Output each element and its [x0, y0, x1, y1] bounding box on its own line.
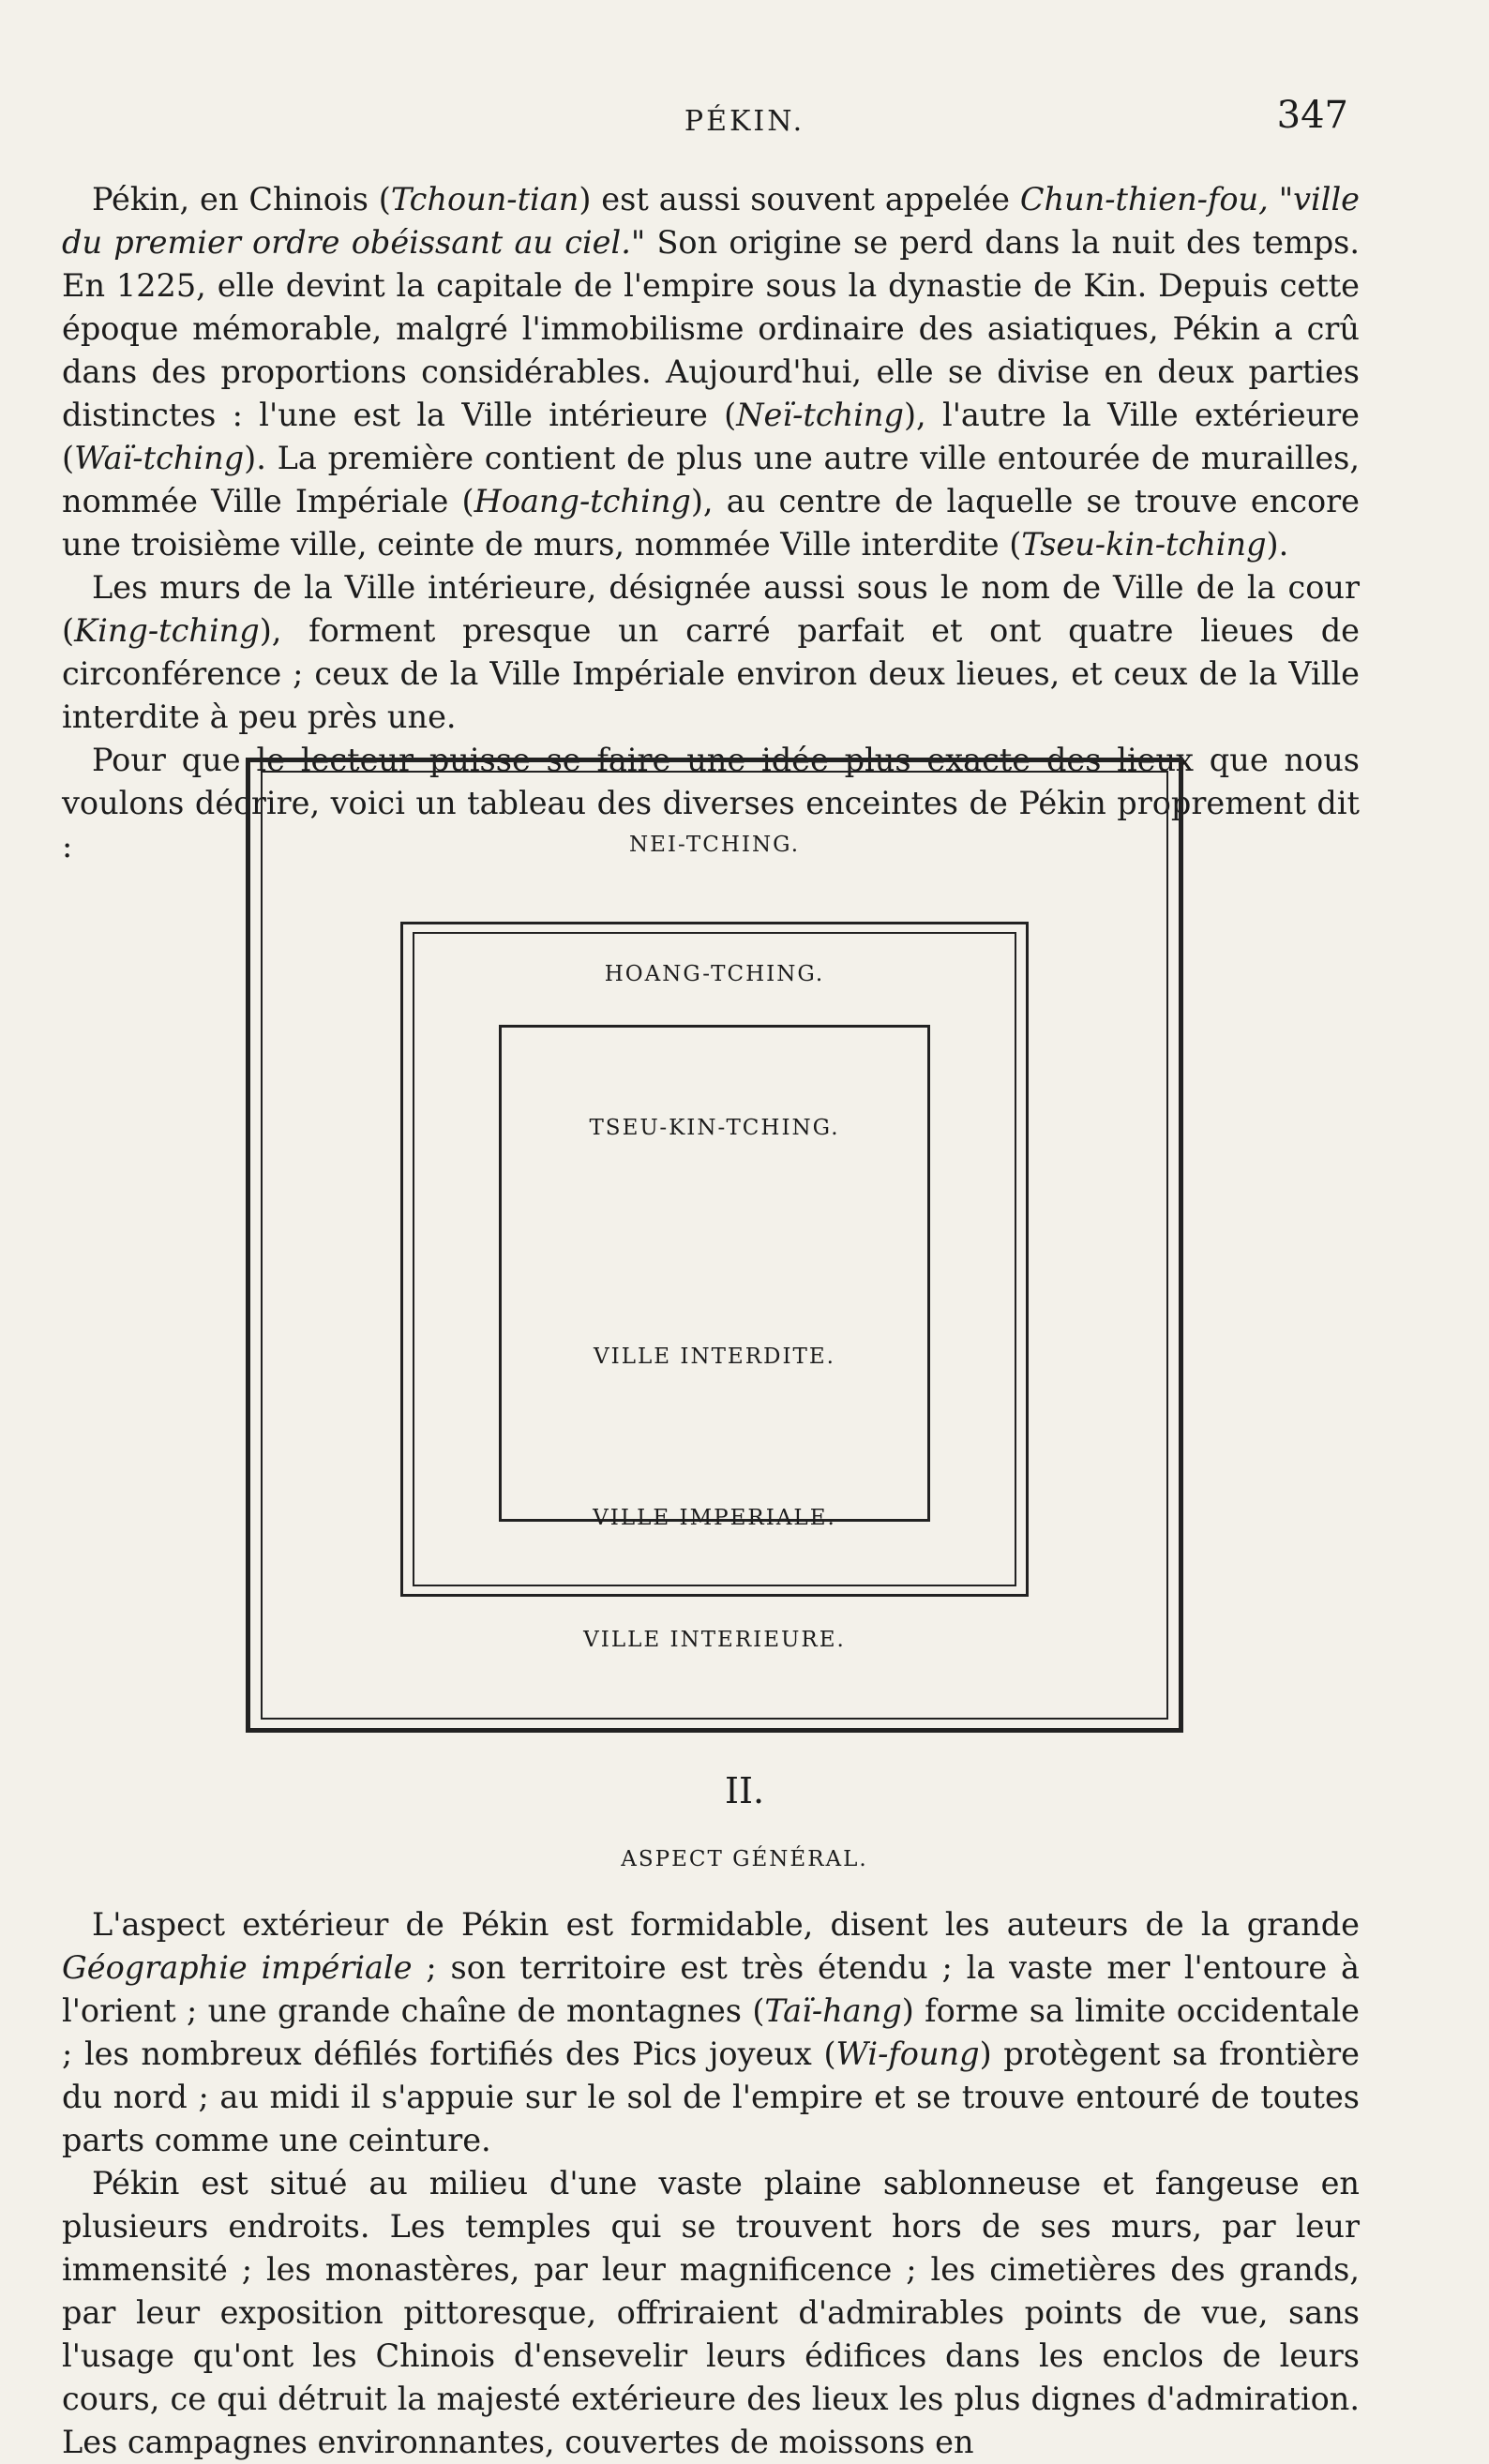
paragraph-5: Pékin est situé au milieu d'une vaste plaine sablonneuse et fangeuse en plusieurs endroits. Les temples qui se trouvent hors de ses murs, par leur immensité ; les monastères, par leur magnificence ; les cimetières des grands, par leur exposition pittoresque, offriraient d'admirables points de vue, sans l'usage qu'ont les Chinois d'ensevelir leurs édifices dans les enclos de leurs cours, ce qui détruit la majesté extérieure des lieux les plus dignes d'admiration. Les campagnes environnantes, couvertes de moissons en	[62, 2165, 1360, 2460]
paragraph-1: Pékin, en Chinois (Tchoun-tian) est aussi souvent appelée Chun-thien-fou, "ville du premier ordre obéissant au ciel." Son origine se perd dans la nuit des temps. En 1225, elle devint la capitale de l'empire sous la dynastie de Kin. Depuis cette époque mémorable, malgré l'immobilisme ordinaire des asiatiques, Pékin a crû dans des proportions considérables. Aujourd'hui, elle se divise en deux parties distinctes : l'une est la Ville intérieure (Neï-tching), l'autre la Ville extérieure (Waï-tching). La première contient de plus une autre ville entourée de murailles, nommée Ville Impériale (Hoang-tching), au centre de laquelle se trouve encore une troisième ville, ceinte de murs, nommée Ville interdite (Tseu-kin-tching).	[62, 181, 1361, 563]
page-number: 347	[1276, 94, 1348, 137]
paragraph-3: Pour que le lecteur puisse se faire une idée plus exacte des lieux que nous voulons décrire, voici un tableau des diverses enceintes de Pékin proprement dit :	[62, 742, 1360, 864]
paragraph-2: Les murs de la Ville intérieure, désignée aussi sous le nom de Ville de la cour (King-tching), forment presque un carré parfait et ont quatre lieues de circonférence ; ceux de la Ville Impériale environ deux lieues, et ceux de la Ville interdite à peu près une.	[62, 569, 1360, 735]
middle-caption: VILLE IMPERIALE.	[593, 1506, 836, 1530]
middle-label: HOANG-TCHING.	[604, 962, 825, 986]
outer-caption: VILLE INTERIEURE.	[583, 1628, 846, 1652]
paragraph-4: L'aspect extérieur de Pékin est formidable, disent les auteurs de la grande Géographie impériale ; son territoire est très étendu ; la vaste mer l'entoure à l'orient ; une grande chaîne de montagnes (Taï-hang) forme sa limite occidentale ; les nombreux défilés fortifiés des Pics joyeux (Wi-foung) protègent sa frontière du nord ; au midi il s'appuie sur le sol de l'empire et se trouve entouré de toutes parts comme une ceinture.	[62, 1906, 1360, 2158]
aspect-text	[62, 1903, 1360, 2464]
section-title: ASPECT GÉNÉRAL.	[621, 1847, 868, 1871]
enclosures-diagram	[246, 758, 1183, 1733]
section-number: II.	[724, 1770, 765, 1811]
inner-caption: VILLE INTERDITE.	[594, 1345, 835, 1369]
running-header: PÉKIN.	[684, 105, 805, 138]
inner-label: TSEU-KIN-TCHING.	[589, 1116, 840, 1140]
forbidden-wall-frame	[499, 1025, 930, 1522]
outer-label: NEI-TCHING.	[628, 833, 801, 857]
